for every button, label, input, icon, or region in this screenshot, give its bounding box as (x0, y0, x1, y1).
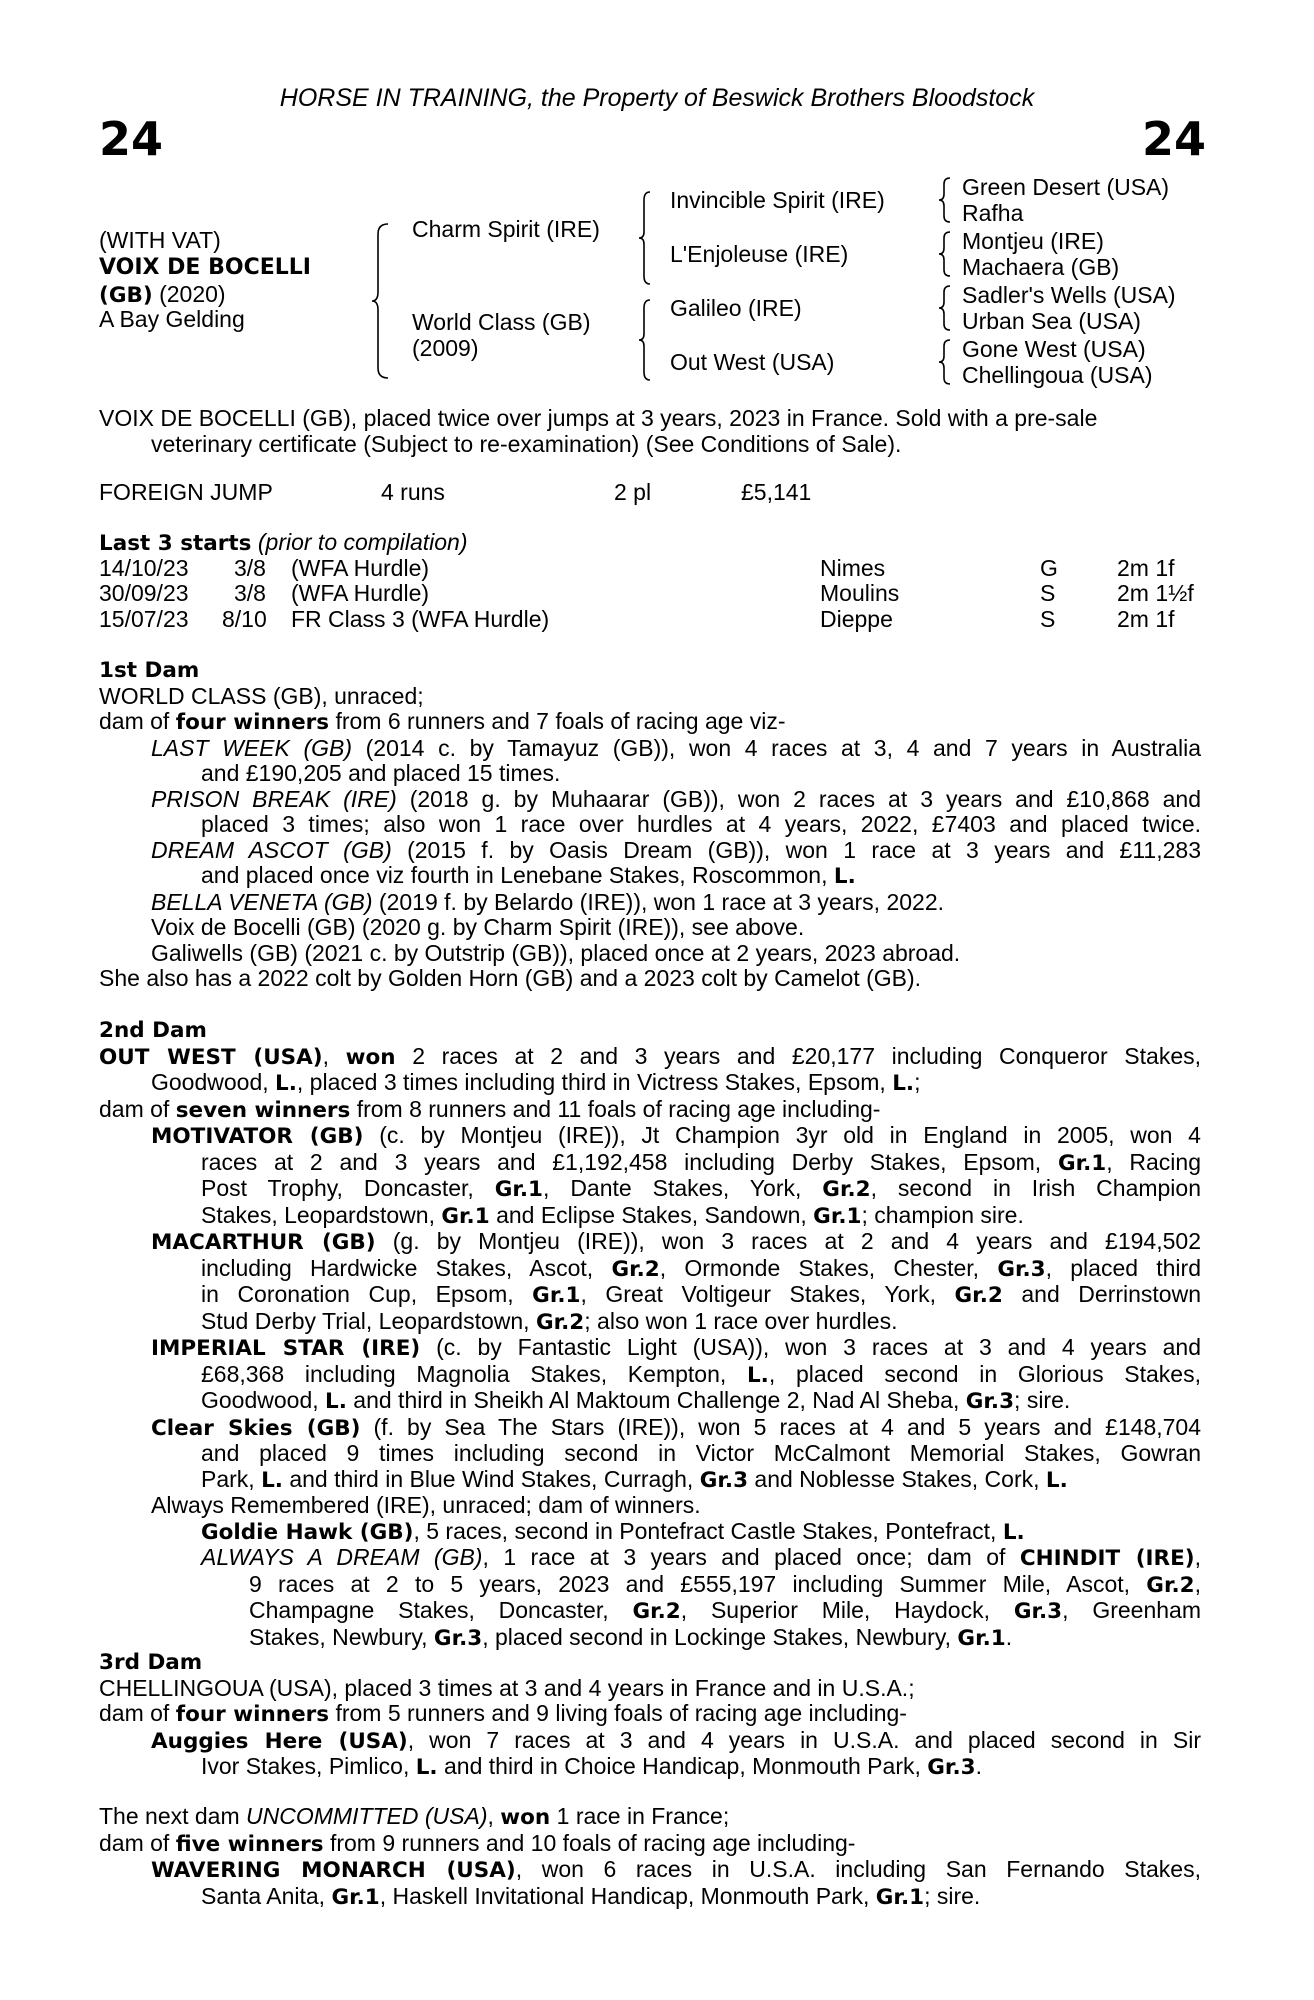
progeny-line: Auggies Here (USA), won 7 races at 3 and 4 years in U.S.A. and placed second in Sir (151, 1726, 1201, 1754)
progeny-line: including Hardwicke Stakes, Ascot, Gr.2, Ormonde Stakes, Chester, Gr.3, placed third (201, 1254, 1201, 1282)
pedigree-ggp-7: Gone West (USA) (962, 336, 1146, 362)
start-date: 14/10/23 (99, 555, 189, 581)
progeny-line: DREAM ASCOT (GB) (2015 f. by Oasis Dream (GB)), won 1 race at 3 years and £11,283 (151, 836, 1201, 863)
dam-line: She also has a 2022 colt by Golden Horn (GB) and a 2023 colt by Camelot (GB). (99, 965, 922, 991)
start-date: 30/09/23 (99, 580, 189, 606)
progeny-line: Stud Derby Trial, Leopardstown, Gr.2; also won 1 race over hurdles. (201, 1307, 898, 1335)
progeny-line: WAVERING MONARCH (USA), won 6 races in U.S.A. including San Fernando Stakes, (151, 1856, 1201, 1883)
pedigree-bracket-gg4 (938, 338, 952, 386)
section-heading: 3rd Dam (99, 1650, 203, 1675)
start-position: 8/10 (222, 606, 267, 632)
progeny-line: MACARTHUR (GB) (g. by Montjeu (IRE)), won 3 races at 2 and 4 years and £194,502 (151, 1228, 1201, 1255)
pedigree-dam: World Class (GB) (412, 309, 591, 335)
pedigree-bracket-sire (638, 190, 652, 286)
progeny-line: Goldie Hawk (GB), 5 races, second in Pontefract Castle Stakes, Pontefract, L. (201, 1517, 1025, 1545)
progeny-line: Stakes, Leopardstown, Gr.1 and Eclipse Stakes, Sandown, Gr.1; champion sire. (201, 1201, 1024, 1229)
start-course: Dieppe (820, 606, 893, 632)
record-label: FOREIGN JUMP (99, 479, 273, 505)
pedigree-sire: Charm Spirit (IRE) (412, 216, 600, 242)
start-date: 15/07/23 (99, 606, 189, 632)
pedigree-ggp-4: Machaera (GB) (962, 254, 1120, 280)
dam-line: The next dam UNCOMMITTED (USA), won 1 race in France; (99, 1803, 730, 1830)
progeny-line: MOTIVATOR (GB) (c. by Montjeu (IRE)), Jt Champion 3yr old in England in 2005, won 4 (151, 1122, 1201, 1149)
pedigree-ggp-8: Chellingoua (USA) (962, 362, 1153, 388)
pedigree-bracket-main (370, 222, 390, 380)
start-position: 3/8 (234, 580, 266, 606)
section-heading: 2nd Dam (99, 1018, 207, 1043)
first-dam-section (99, 658, 1201, 992)
dam-line: dam of four winners from 6 runners and 7 foals of racing age viz- (99, 708, 786, 735)
progeny-line: Goodwood, L. and third in Sheikh Al Maktoum Challenge 2, Nad Al Sheba, Gr.3; sire. (201, 1387, 1071, 1414)
lot-number-right: 24 (1141, 112, 1206, 166)
progeny-line: Post Trophy, Doncaster, Gr.1, Dante Stakes, York, Gr.2, second in Irish Champion (201, 1175, 1201, 1202)
start-race: (WFA Hurdle) (291, 580, 430, 606)
progeny-line: Clear Skies (GB) (f. by Sea The Stars (IRE)), won 5 races at 4 and 5 years and £148,704 (151, 1413, 1202, 1441)
progeny-line: BELLA VENETA (GB) (2019 f. by Belardo (IRE)), won 1 race at 3 years, 2022. (151, 888, 944, 915)
pedigree-ggp-1: Green Desert (USA) (962, 174, 1170, 200)
start-distance: 2m 1f (1117, 555, 1175, 581)
dam-line: OUT WEST (USA), won 2 races at 2 and 3 years and £20,177 including Conqueror Stakes, (99, 1042, 1202, 1070)
pedigree-bracket-gg3 (938, 284, 952, 332)
progeny-line: LAST WEEK (GB) (2014 c. by Tamayuz (GB)), won 4 races at 3, 4 and 7 years in Australia (151, 734, 1201, 761)
progeny-line: Ivor Stakes, Pimlico, L. and third in Choice Handicap, Monmouth Park, Gr.3. (201, 1753, 982, 1780)
page-header: HORSE IN TRAINING, the Property of Beswick Brothers Bloodstock (279, 84, 1035, 112)
start-going: G (1040, 555, 1058, 581)
third-dam-section (99, 1650, 1201, 1781)
horse-country-year (99, 282, 226, 309)
progeny-line: and £190,205 and placed 15 times. (201, 760, 561, 786)
pedigree-bracket-dam (638, 298, 652, 382)
progeny-line: and placed once viz fourth in Lenebane Stakes, Roscommon, L. (201, 862, 856, 889)
start-course: Moulins (820, 580, 900, 606)
progeny-line: Park, L. and third in Blue Wind Stakes, Curragh, Gr.3 and Noblesse Stakes, Cork, L. (201, 1465, 1068, 1493)
progeny-line: IMPERIAL STAR (IRE) (c. by Fantastic Light (USA)), won 3 races at 3 and 4 years and (151, 1334, 1201, 1361)
last-starts-heading (99, 530, 468, 557)
progeny-line: £68,368 including Magnolia Stakes, Kempton, L., placed second in Glorious Stakes, (201, 1360, 1201, 1388)
dam-line: dam of four winners from 5 runners and 9 living foals of racing age including- (99, 1700, 907, 1727)
pedigree-ggp-2: Rafha (962, 200, 1024, 226)
progeny-line: ALWAYS A DREAM (GB), 1 race at 3 years and placed once; dam of CHINDIT (IRE), (201, 1544, 1201, 1571)
horse-year: (2020) (152, 281, 226, 307)
last-starts-title: Last 3 starts (99, 531, 252, 556)
summary-line: veterinary certificate (Subject to re-examination) (See Conditions of Sale). (151, 430, 902, 457)
progeny-line: Santa Anita, Gr.1, Haskell Invitational Handicap, Monmouth Park, Gr.1; sire. (201, 1882, 981, 1910)
pedigree-dam-dam: Out West (USA) (670, 349, 835, 375)
progeny-line: Stakes, Newbury, Gr.3, placed second in Lockinge Stakes, Newbury, Gr.1. (249, 1623, 1013, 1651)
pedigree-bracket-gg1 (938, 176, 952, 224)
pedigree-dam-year: (2009) (412, 335, 479, 361)
start-race: (WFA Hurdle) (291, 555, 430, 581)
start-going: S (1040, 580, 1056, 606)
last-starts-note: (prior to compilation) (251, 529, 468, 555)
dam-line: dam of seven winners from 8 runners and 11 foals of racing age including- (99, 1095, 881, 1123)
progeny-line: PRISON BREAK (IRE) (2018 g. by Muhaarar (GB)), won 2 races at 3 years and £10,868 and (151, 785, 1201, 812)
pedigree-sire-sire: Invincible Spirit (IRE) (670, 187, 885, 213)
progeny-line: 9 races at 2 to 5 years, 2023 and £555,197 including Summer Mile, Ascot, Gr.2, (249, 1570, 1201, 1598)
start-distance: 2m 1f (1117, 606, 1175, 632)
progeny-line: Voix de Bocelli (GB) (2020 g. by Charm Spirit (IRE)), see above. (151, 914, 805, 940)
pedigree-sire-dam: L'Enjoleuse (IRE) (670, 241, 849, 267)
start-position: 3/8 (234, 555, 266, 581)
pedigree-ggp-5: Sadler's Wells (USA) (962, 282, 1176, 308)
horse-country: (GB) (99, 283, 153, 308)
horse-summary (99, 406, 1201, 457)
start-course: Nimes (820, 555, 886, 581)
lot-number-left: 24 (99, 112, 164, 166)
vat-label: (WITH VAT) (99, 227, 221, 253)
start-going: S (1040, 606, 1056, 632)
start-race: FR Class 3 (WFA Hurdle) (291, 606, 550, 632)
next-dam-section (99, 1804, 1201, 1910)
dam-line: dam of five winners from 9 runners and 10 foals of racing age including- (99, 1829, 856, 1857)
progeny-line: Champagne Stakes, Doncaster, Gr.2, Superior Mile, Haydock, Gr.3, Greenham (249, 1597, 1202, 1624)
progeny-line: Always Remembered (IRE), unraced; dam of winners. (151, 1492, 701, 1518)
dam-line: Goodwood, L., placed 3 times including third in Victress Stakes, Epsom, L.; (151, 1069, 921, 1096)
horse-description: A Bay Gelding (99, 306, 245, 332)
horse-name: VOIX DE BOCELLI (99, 255, 311, 280)
record-runs: 4 runs (381, 479, 445, 505)
progeny-line: in Coronation Cup, Epsom, Gr.1, Great Voltigeur Stakes, York, Gr.2 and Derrinstown (201, 1281, 1202, 1308)
section-heading: 1st Dam (99, 658, 200, 683)
dam-line: WORLD CLASS (GB), unraced; (99, 682, 424, 709)
summary-line: VOIX DE BOCELLI (GB), placed twice over jumps at 3 years, 2023 in France. Sold with a pre-sale (99, 405, 1098, 431)
progeny-line: placed 3 times; also won 1 race over hurdles at 4 years, 2022, £7403 and placed twice. (201, 811, 1201, 837)
progeny-line: Galiwells (GB) (2021 c. by Outstrip (GB)), placed once at 2 years, 2023 abroad. (151, 939, 961, 966)
progeny-line: races at 2 and 3 years and £1,192,458 including Derby Stakes, Epsom, Gr.1, Racing (201, 1148, 1202, 1176)
pedigree-bracket-gg2 (938, 230, 952, 278)
record-earnings: £5,141 (741, 479, 812, 505)
progeny-line: and placed 9 times including second in Victor McCalmont Memorial Stakes, Gowran (201, 1440, 1201, 1466)
start-distance: 2m 1½f (1117, 580, 1194, 606)
second-dam-section (99, 1018, 1201, 1651)
pedigree-ggp-3: Montjeu (IRE) (962, 228, 1104, 254)
record-placed: 2 pl (614, 479, 652, 505)
dam-line: CHELLINGOUA (USA), placed 3 times at 3 and 4 years in France and in U.S.A.; (99, 1674, 915, 1701)
pedigree-ggp-6: Urban Sea (USA) (962, 308, 1141, 334)
pedigree-dam-sire: Galileo (IRE) (670, 295, 802, 321)
